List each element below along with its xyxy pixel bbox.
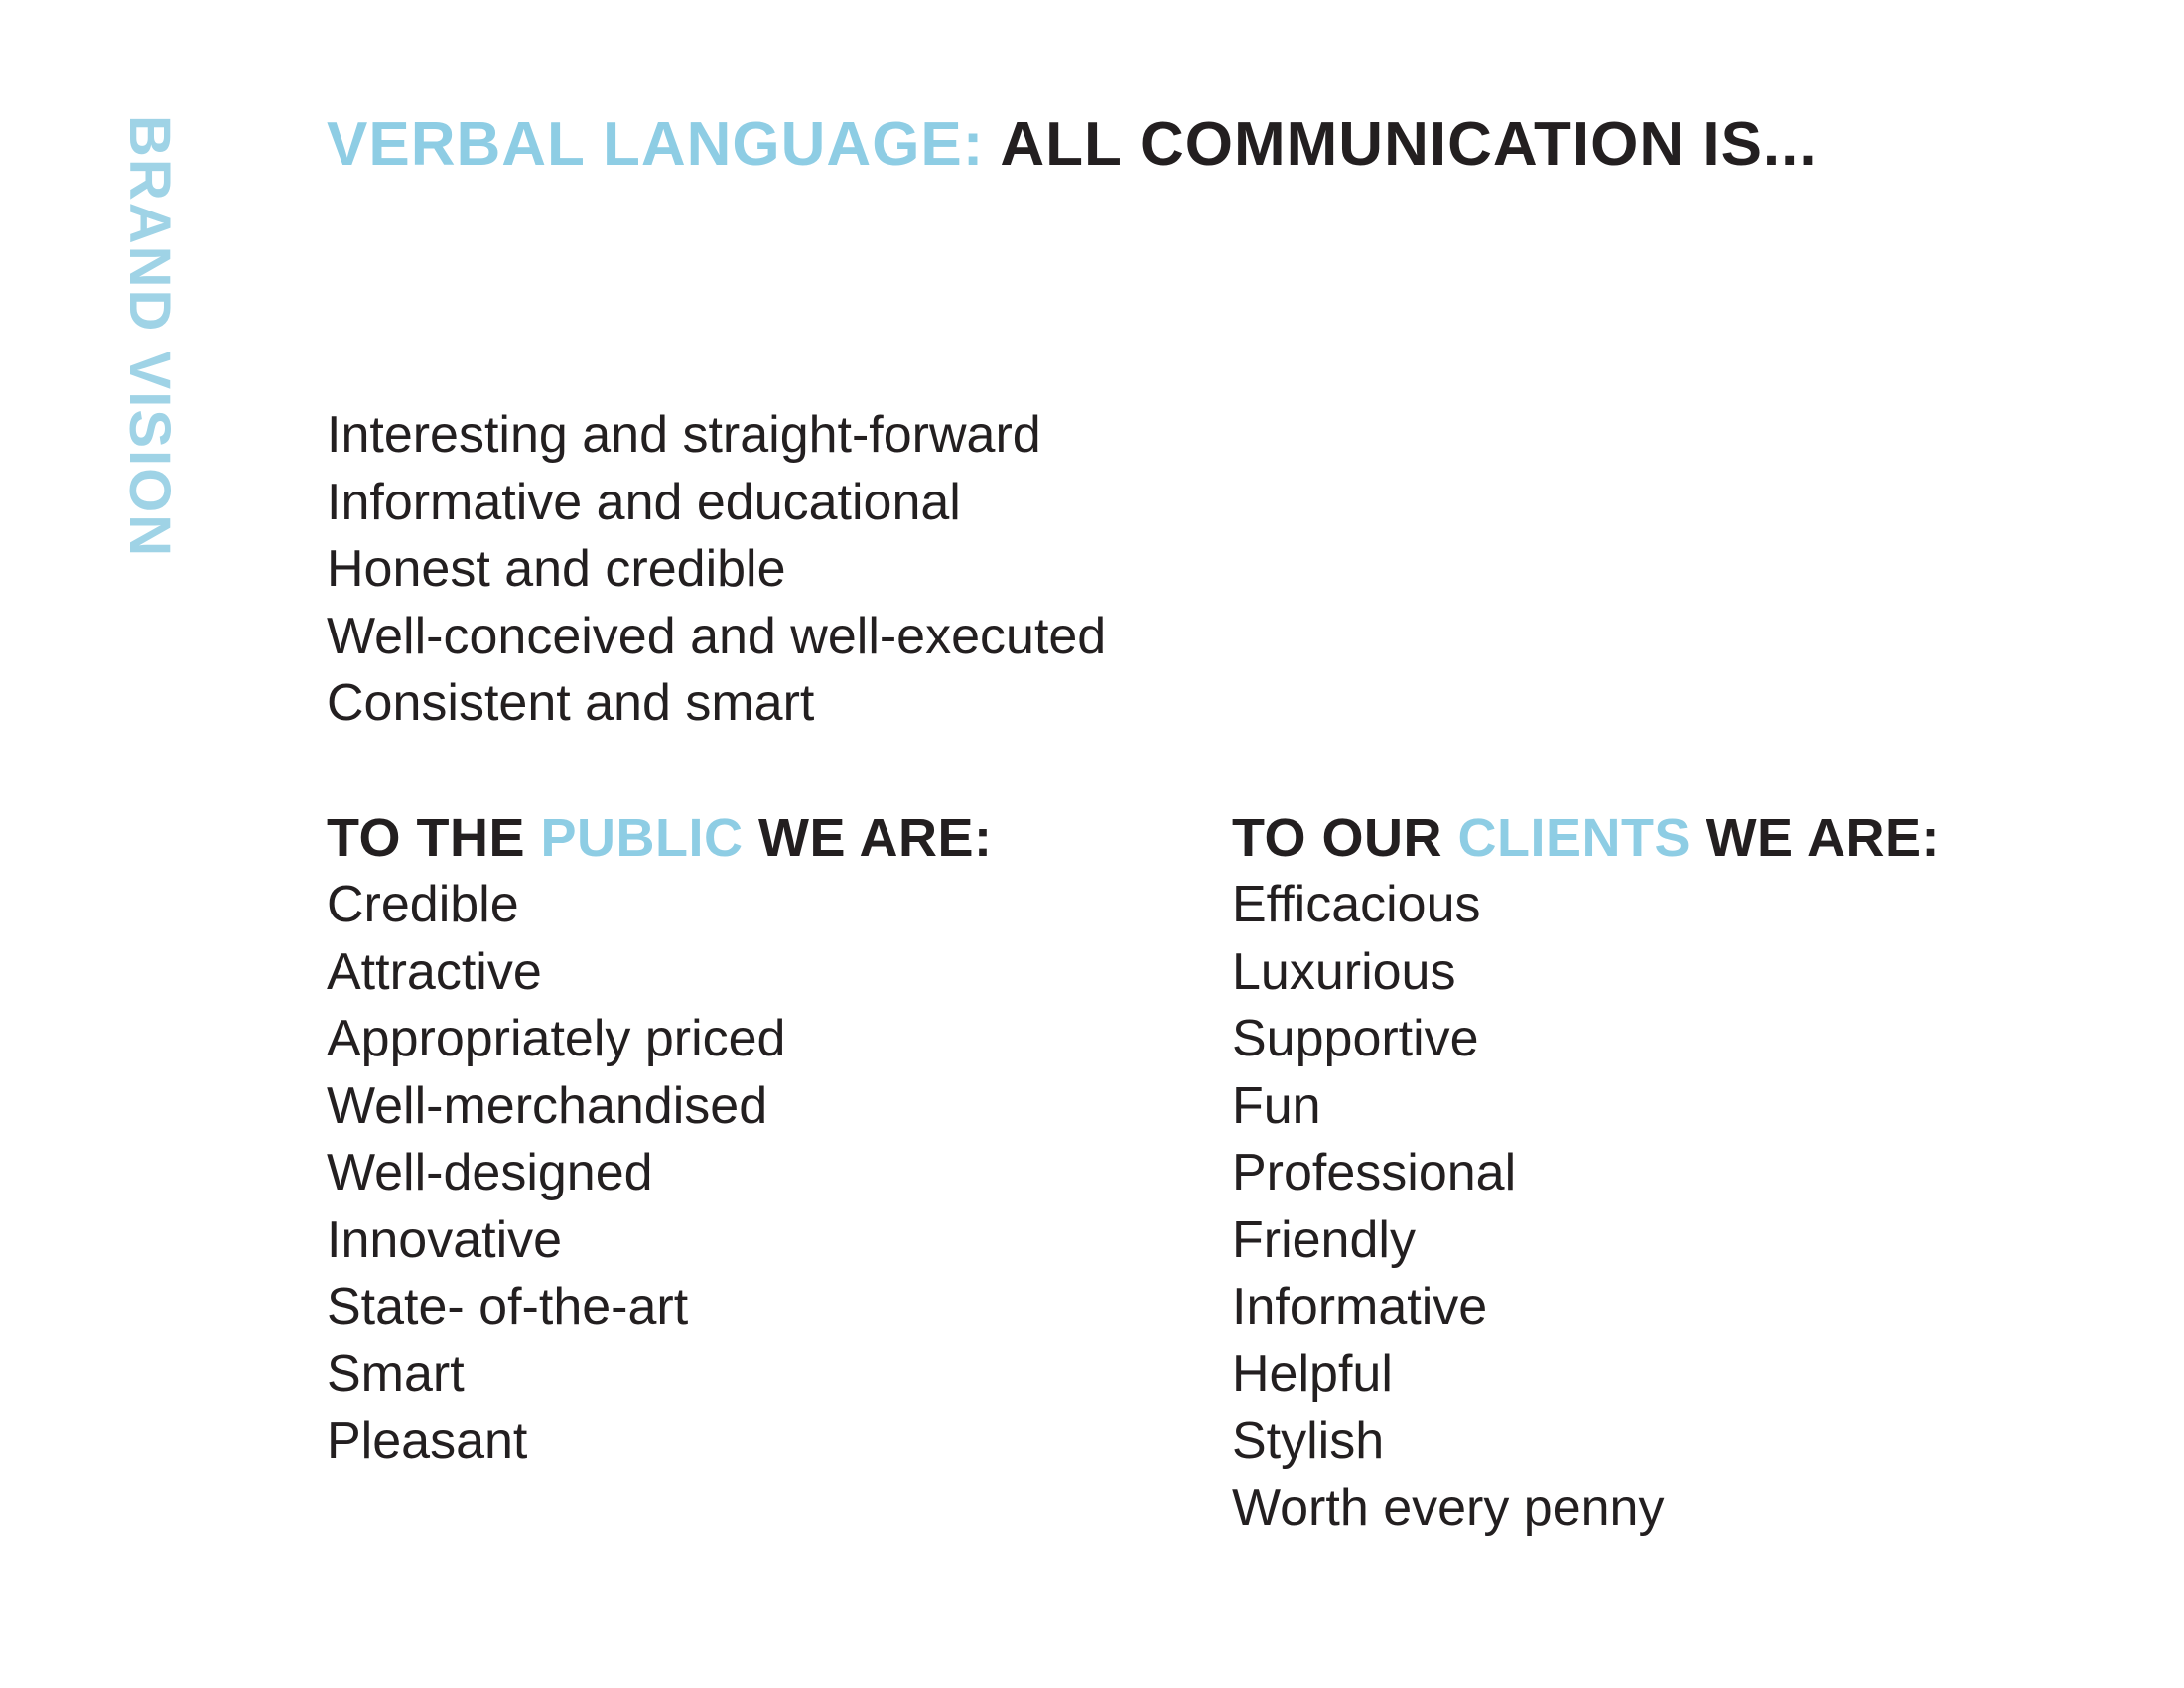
clients-heading (1232, 804, 1940, 872)
list-item: Worth every penny (1232, 1478, 1665, 1537)
clients-qualities-list (1232, 872, 1940, 1542)
list-item: Well-conceived and well-executed (327, 607, 1107, 665)
list-item: Interesting and straight-forward (327, 406, 1041, 464)
page-title (327, 107, 1818, 183)
heading-suffix: WE ARE: (1706, 808, 1941, 868)
list-item: Friendly (1232, 1210, 1416, 1269)
list-item: Fun (1232, 1076, 1321, 1135)
heading-accent: CLIENTS (1457, 808, 1692, 868)
list-item: Professional (1232, 1144, 1517, 1201)
list-item: Helpful (1232, 1344, 1393, 1403)
list-item: Honest and credible (327, 540, 786, 598)
list-item: Smart (327, 1344, 465, 1403)
public-column (327, 804, 993, 1476)
list-item: Consistent and smart (327, 674, 815, 732)
list-item: Informative (1232, 1278, 1488, 1336)
title-rest: ALL COMMUNICATION IS... (1000, 110, 1818, 179)
list-item: Well-designed (327, 1144, 653, 1201)
list-item: Luxurious (1232, 942, 1456, 1001)
title-accent: VERBAL LANGUAGE: (327, 110, 985, 179)
list-item: Well-merchandised (327, 1076, 768, 1135)
public-qualities-list (327, 872, 993, 1476)
list-item: Credible (327, 876, 519, 933)
clients-column (1232, 804, 1940, 1542)
list-item: Informative and educational (327, 473, 961, 531)
list-item: Efficacious (1232, 876, 1481, 933)
list-item: Supportive (1232, 1010, 1479, 1067)
heading-accent: PUBLIC (540, 808, 744, 868)
section-label: BRAND VISION (117, 115, 182, 559)
list-item: State- of-the-art (327, 1278, 689, 1336)
public-heading (327, 804, 993, 872)
list-item: Pleasant (327, 1412, 528, 1470)
heading-prefix: TO OUR (1232, 808, 1443, 868)
heading-suffix: WE ARE: (758, 808, 993, 868)
list-item: Innovative (327, 1210, 563, 1269)
list-item: Attractive (327, 942, 542, 1001)
heading-prefix: TO THE (327, 808, 526, 868)
list-item: Stylish (1232, 1412, 1385, 1470)
list-item: Appropriately priced (327, 1010, 786, 1067)
communication-qualities-list (327, 402, 1106, 738)
